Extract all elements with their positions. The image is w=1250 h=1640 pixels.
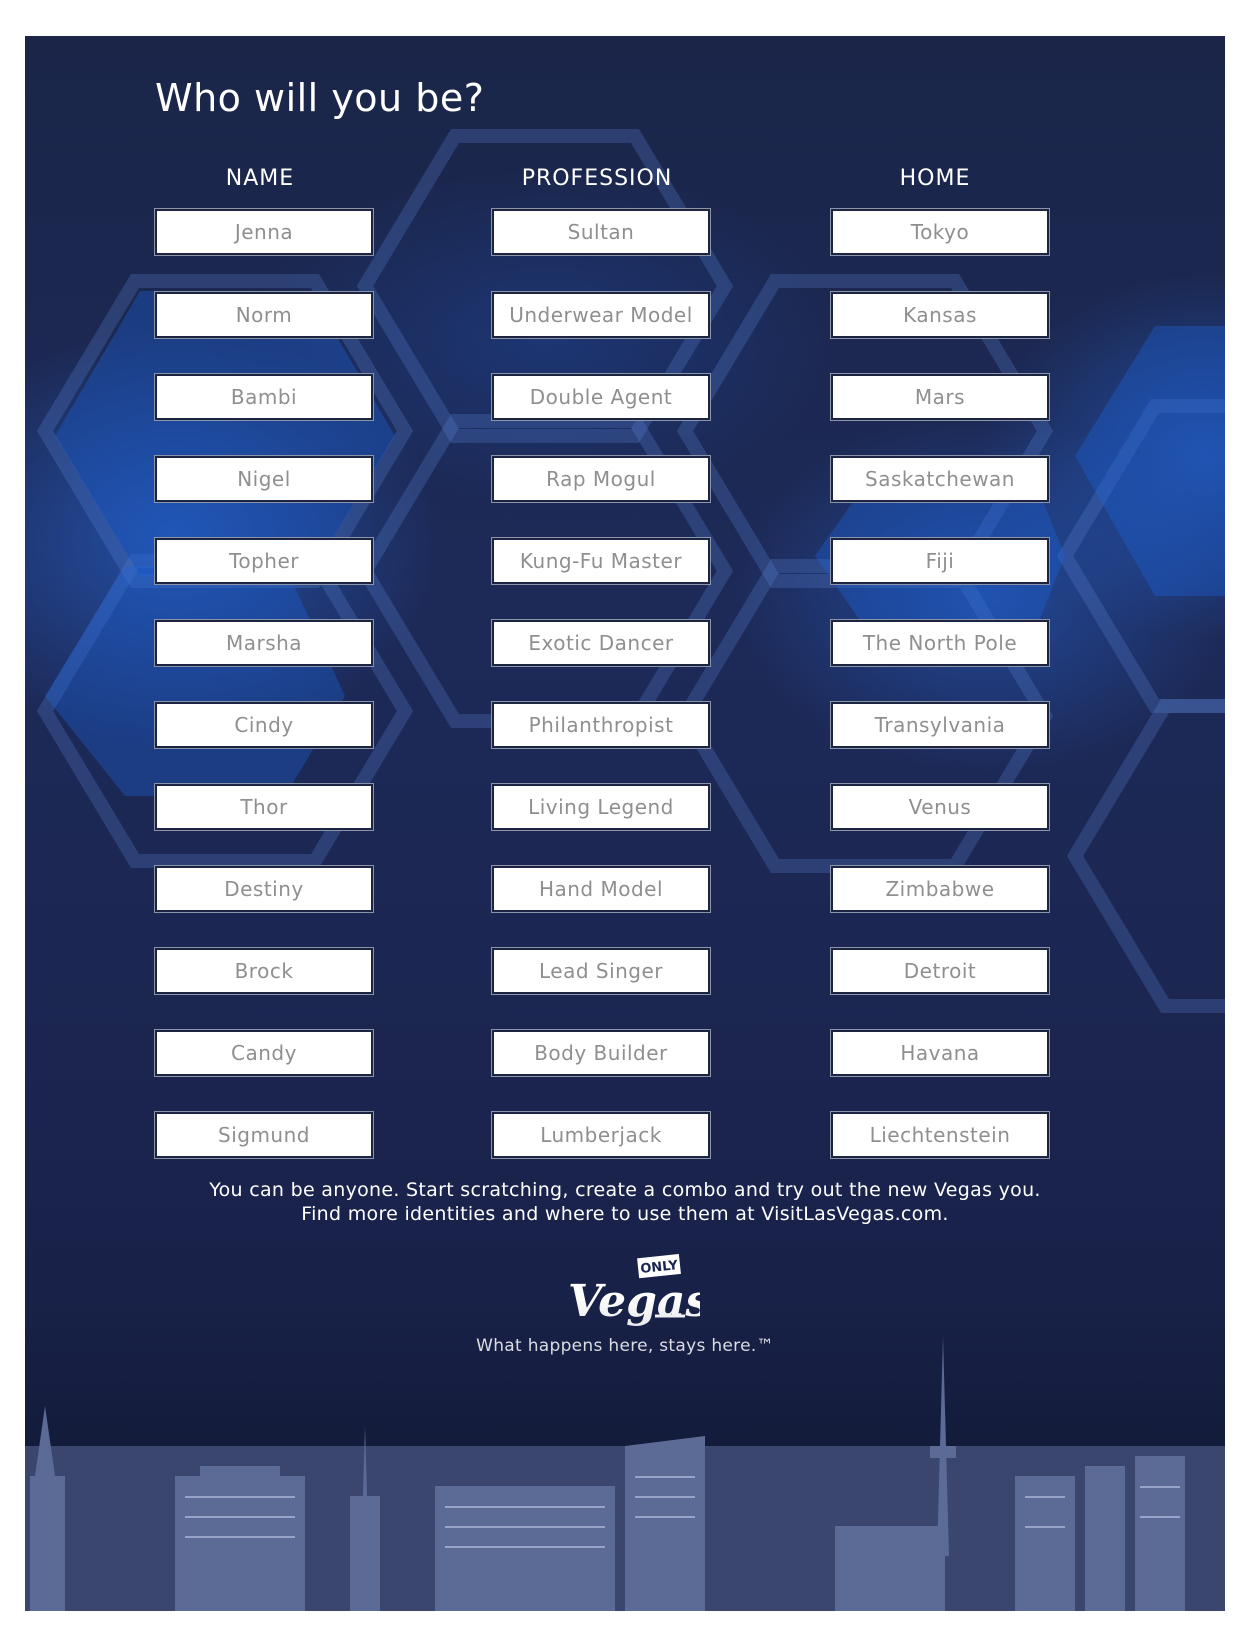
scratch-box-home[interactable]: Saskatchewan [831, 456, 1049, 502]
scratch-box-name[interactable]: Topher [155, 538, 373, 584]
scratch-box-home[interactable]: Fiji [831, 538, 1049, 584]
scratch-box-name[interactable]: Bambi [155, 374, 373, 420]
scratch-box-profession[interactable]: Double Agent [492, 374, 710, 420]
scratch-box-home[interactable]: Liechtenstein [831, 1112, 1049, 1158]
scratch-box-profession[interactable]: Lead Singer [492, 948, 710, 994]
scratch-box-name[interactable]: Jenna [155, 209, 373, 255]
scratch-box-profession[interactable]: Underwear Model [492, 292, 710, 338]
scratch-box-home[interactable]: Kansas [831, 292, 1049, 338]
scratch-box-name[interactable]: Marsha [155, 620, 373, 666]
scratch-box-name[interactable]: Nigel [155, 456, 373, 502]
scratch-box-profession[interactable]: Kung-Fu Master [492, 538, 710, 584]
poster [25, 36, 1225, 1611]
column-header-name: NAME [225, 166, 295, 191]
tagline-line-1: You can be anyone. Start scratching, create a combo and try out the new Vegas you. [209, 1179, 1041, 1201]
scratch-box-home[interactable]: Zimbabwe [831, 866, 1049, 912]
scratch-box-profession[interactable]: Philanthropist [492, 702, 710, 748]
scratch-box-profession[interactable]: Lumberjack [492, 1112, 710, 1158]
scratch-box-profession[interactable]: Rap Mogul [492, 456, 710, 502]
scratch-box-profession[interactable]: Exotic Dancer [492, 620, 710, 666]
scratch-box-home[interactable]: Mars [831, 374, 1049, 420]
scratch-box-name[interactable]: Candy [155, 1030, 373, 1076]
scratch-box-home[interactable]: Havana [831, 1030, 1049, 1076]
column-header-profession: PROFESSION [521, 166, 673, 191]
page-title: Who will you be? [155, 76, 485, 120]
scratch-box-home[interactable]: Transylvania [831, 702, 1049, 748]
svg-text:ONLY: ONLY [639, 1258, 679, 1278]
las-vegas-skyline [25, 1296, 1225, 1611]
column-header-home: HOME [899, 166, 971, 191]
scratch-box-home[interactable]: Detroit [831, 948, 1049, 994]
scratch-box-name[interactable]: Sigmund [155, 1112, 373, 1158]
scratch-box-name[interactable]: Brock [155, 948, 373, 994]
scratch-box-name[interactable]: Thor [155, 784, 373, 830]
scratch-box-name[interactable]: Cindy [155, 702, 373, 748]
scratch-box-profession[interactable]: Living Legend [492, 784, 710, 830]
scratch-box-home[interactable]: Tokyo [831, 209, 1049, 255]
scratch-box-name[interactable]: Norm [155, 292, 373, 338]
scratch-box-profession[interactable]: Hand Model [492, 866, 710, 912]
scratch-box-home[interactable]: The North Pole [831, 620, 1049, 666]
scratch-box-name[interactable]: Destiny [155, 866, 373, 912]
scratch-box-home[interactable]: Venus [831, 784, 1049, 830]
scratch-box-profession[interactable]: Sultan [492, 209, 710, 255]
tagline-line-2: Find more identities and where to use them at VisitLasVegas.com. [301, 1203, 949, 1225]
scratch-box-profession[interactable]: Body Builder [492, 1030, 710, 1076]
